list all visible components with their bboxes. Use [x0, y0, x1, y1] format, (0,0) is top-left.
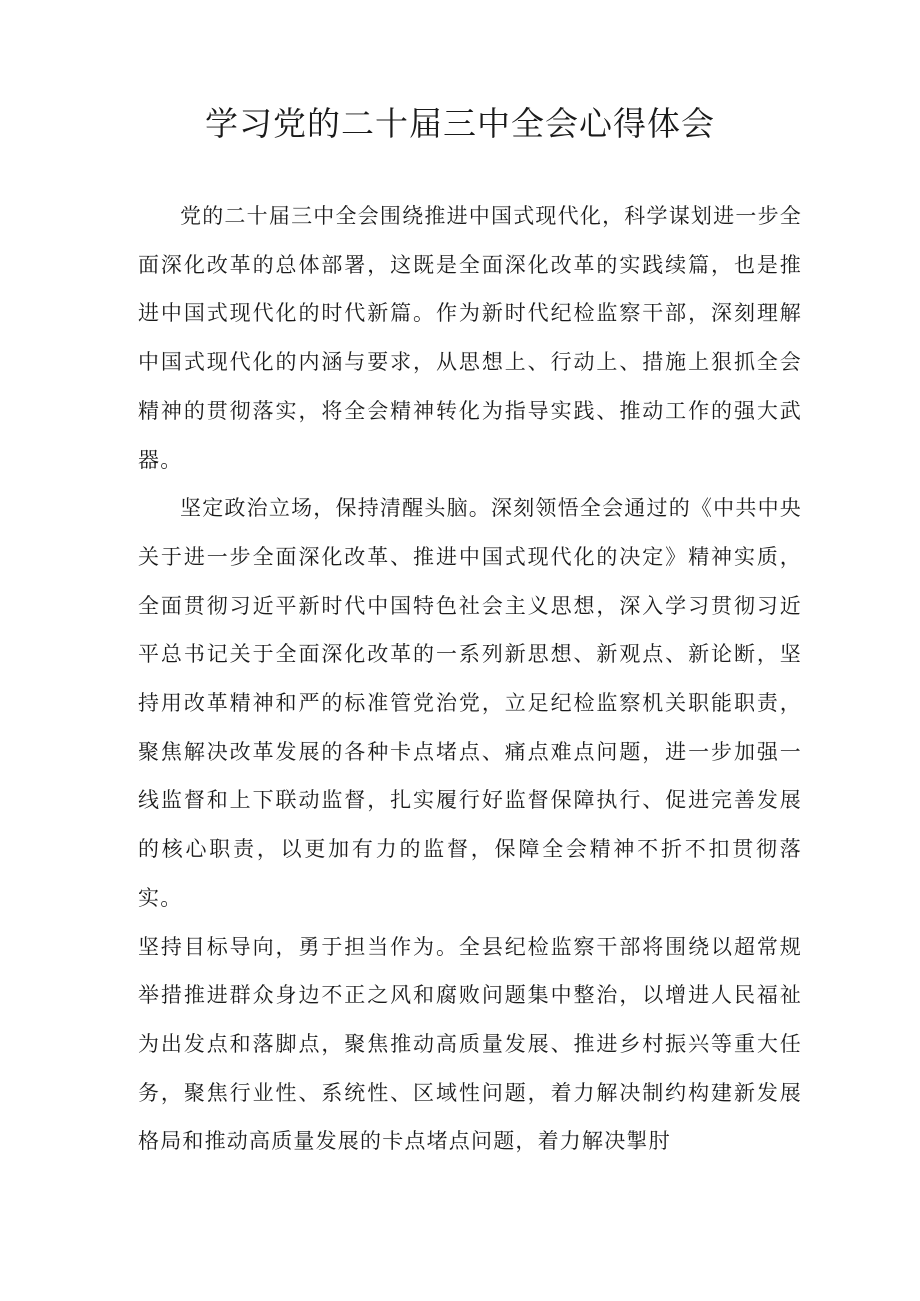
paragraph-intro: 党的二十届三中全会围绕推进中国式现代化，科学谋划进一步全面深化改革的总体部署，这既是全面深化改革的实践续篇，也是推进中国式现代化的时代新篇。作为新时代纪检监察干部，深刻理解中国式现代化的内涵与要求，从思想上、行动上、措施上狠抓全会精神的贯彻落实，将全会精神转化为指导实践、推动工作的强大武器。	[138, 204, 802, 472]
paragraph-political-stance: 坚定政治立场，保持清醒头脑。深刻领悟全会通过的《中共中央关于进一步全面深化改革、推进中国式现代化的决定》精神实质，全面贯彻习近平新时代中国特色社会主义思想，深入学习贯彻习近平总书记关于全面深化改革的一系列新思想、新观点、新论断，坚持用改革精神和严的标准管党治党，立足纪检监察机关职能职责，聚焦解决改革发展的各种卡点堵点、痛点难点问题，进一步加强一线监督和上下联动监督，扎实履行好监督保障执行、促进完善发展的核心职责，以更加有力的监督，保障全会精神不折不扣贯彻落实。	[138, 496, 802, 910]
document-body	[138, 192, 802, 1166]
paragraph-goal-orientation: 坚持目标导向，勇于担当作为。全县纪检监察干部将围绕以超常规举措推进群众身边不正之风和腐败问题集中整治，以增进人民福祉为出发点和落脚点，聚焦推动高质量发展、推进乡村振兴等重大任务，聚焦行业性、系统性、区域性问题，着力解决制约构建新发展格局和推动高质量发展的卡点堵点问题，着力解决掣肘	[138, 934, 802, 1154]
document-title: 学习党的二十届三中全会心得体会	[205, 104, 715, 143]
